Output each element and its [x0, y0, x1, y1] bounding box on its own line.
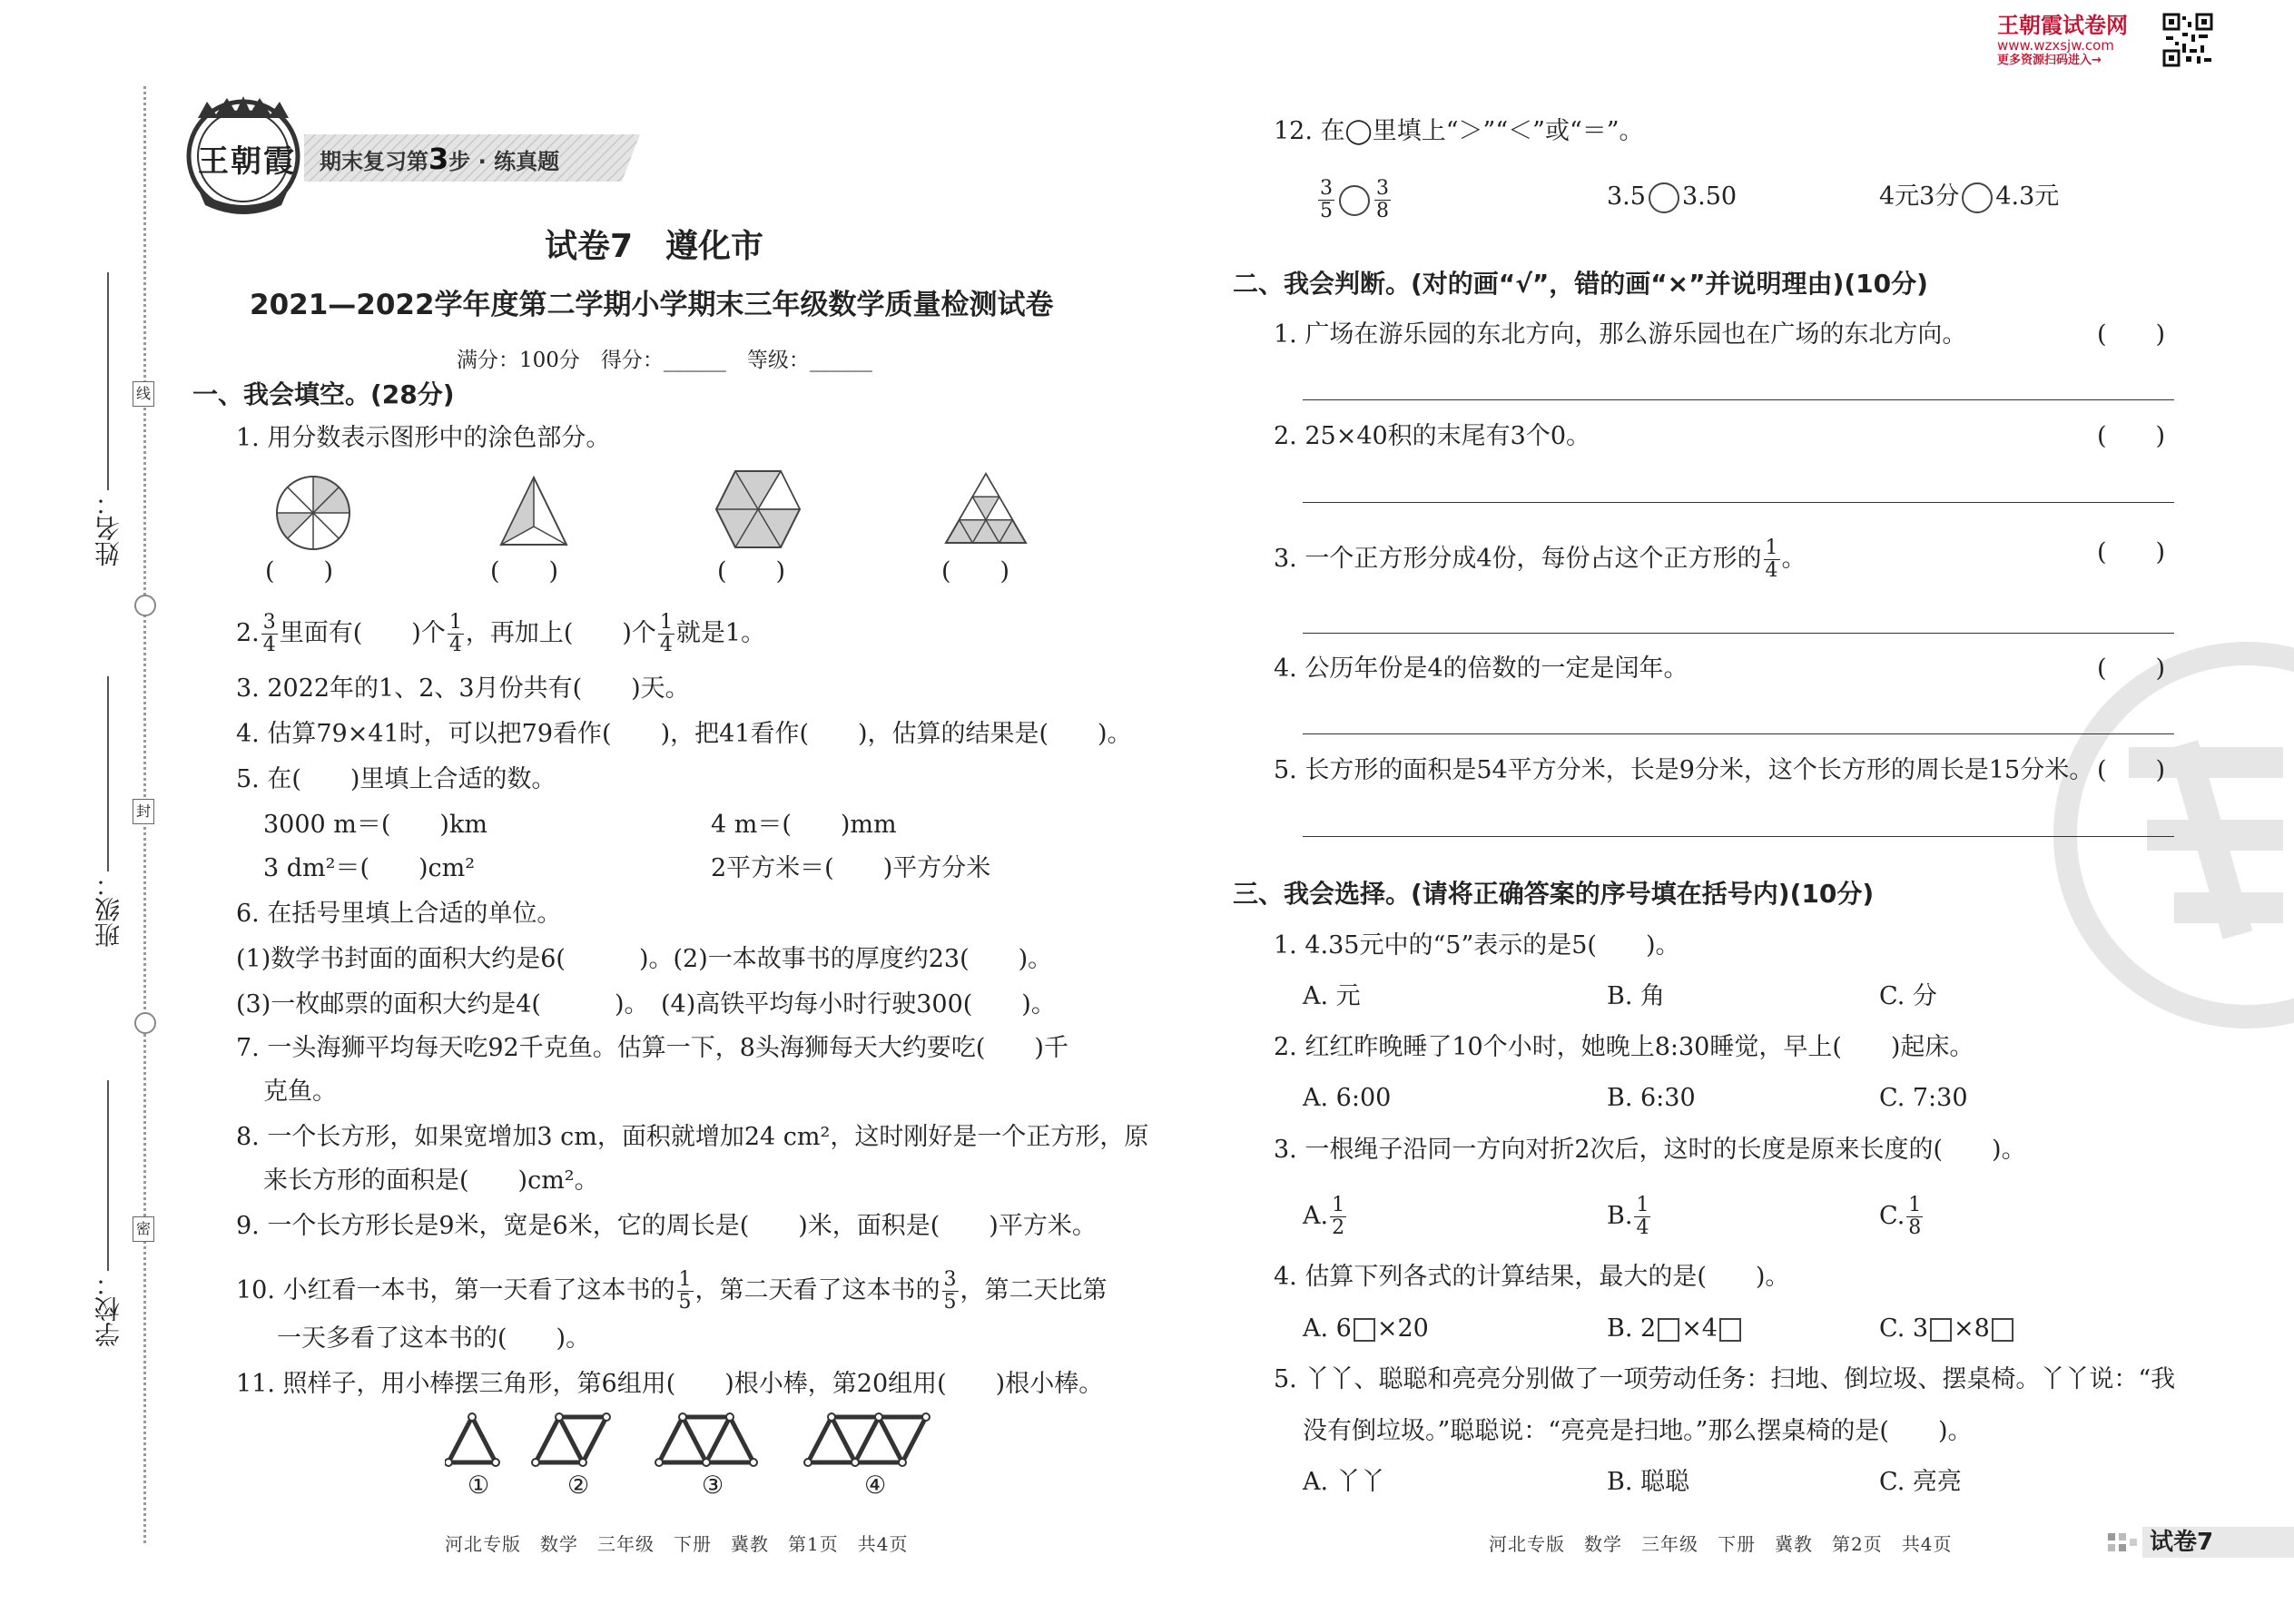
- s3-q1-option[interactable]: A. 元: [1303, 982, 1361, 1010]
- s2-paren[interactable]: ( ): [2097, 320, 2166, 349]
- banner-post: 步 · 练真题: [448, 149, 560, 174]
- s2-paren[interactable]: ( ): [2097, 422, 2166, 450]
- s3-q4-option[interactable]: C. 3 ×8: [1879, 1314, 2015, 1344]
- paper-meta: 满分：100分 得分：______ 等级：______: [457, 349, 872, 372]
- triangle-figure: [497, 474, 570, 548]
- q1-12-b: 3.5 3.50: [1607, 182, 1737, 213]
- brand-block: [1997, 13, 2170, 68]
- section-2-title: 二、我会判断。(对的画“√”，错的画“×”并说明理由)(10分): [1233, 269, 1928, 299]
- compare-circle[interactable]: [1339, 185, 1370, 216]
- fraction: $\frac{1}{8}$: [1908, 1194, 1922, 1239]
- q1-answer-paren[interactable]: ( ): [941, 557, 1010, 586]
- q1-6b: (3)一枚邮票的面积大约是4( )。 (4)高铁平均每小时行驶300( )。: [236, 990, 1056, 1019]
- hexagon-figure: [713, 468, 803, 551]
- fraction: $\frac{1}{4}$: [659, 611, 673, 656]
- q1-12-title: 12. 在◯里填上“＞”“＜”或“＝”。: [1274, 117, 1644, 145]
- q1-12-c: 4元3分 4.3元: [1879, 182, 2059, 213]
- stick-triangles-figure: [445, 1412, 953, 1475]
- banner-label: [320, 142, 559, 176]
- answer-line[interactable]: [1303, 399, 2174, 400]
- answer-line[interactable]: [1303, 733, 2174, 734]
- school-label: 学校：: [94, 1271, 123, 1347]
- q1-answer-paren[interactable]: ( ): [265, 557, 334, 586]
- section-1-title: 一、我会填空。(28分): [192, 379, 455, 409]
- cut-hole-icon: [134, 595, 156, 616]
- s2-q1: 1. 广场在游乐园的东北方向，那么游乐园也在广场的东北方向。: [1274, 320, 1967, 349]
- class-label: 班级：: [94, 871, 123, 948]
- digit-box: [1992, 1318, 2013, 1342]
- brand-site: 王朝霞试卷网: [1997, 13, 2128, 38]
- school-write-line: [107, 1080, 109, 1271]
- stick-label: ②: [567, 1471, 590, 1500]
- q1-answer-paren[interactable]: ( ): [717, 557, 786, 586]
- fraction: $\frac{1}{5}$: [678, 1268, 692, 1314]
- qr-code-icon[interactable]: [2162, 13, 2213, 67]
- q1-5b: 4 m＝( )mm: [711, 811, 897, 839]
- s3-q1-option[interactable]: C. 分: [1879, 982, 1937, 1010]
- seal-secret-mark: 密: [133, 1216, 154, 1242]
- s3-q5a: 5. 丫丫、聪聪和亮亮分别做了一项劳动任务：扫地、倒垃圾、摆桌椅。丫丫说：“我: [1274, 1365, 2176, 1393]
- paper-title: 试卷7 遵化市: [545, 228, 764, 265]
- circle-figure: [272, 472, 354, 554]
- digit-box: [1719, 1318, 1741, 1342]
- paper-subtitle: 2021—2022学年度第二学期小学期末三年级数学质量检测试卷: [250, 289, 1054, 321]
- footer-right: 河北专版 数学 三年级 下册 冀教 第2页 共4页: [1489, 1533, 1953, 1555]
- s3-q2-option[interactable]: B. 6:30: [1607, 1084, 1696, 1112]
- fraction: $\frac{3}{5}$: [943, 1268, 957, 1314]
- s3-q3-option[interactable]: B. $\frac{1}{4}$: [1607, 1194, 1649, 1239]
- stick-label: ①: [468, 1471, 490, 1500]
- q1-5-text: 5. 在( )里填上合适的数。: [236, 765, 556, 793]
- q1-10-line: 10. 小红看一本书，第一天看了这本书的 $\frac{1}{5}$ ，第二天看了这本书的 $\frac{3}{5}$ ，第二天比第: [236, 1268, 1108, 1314]
- q1-8b: 来长方形的面积是( )cm²。: [263, 1166, 599, 1195]
- s3-q1: 1. 4.35元中的“5”表示的是5( )。: [1274, 931, 1680, 960]
- s3-q4-option[interactable]: A. 6 ×20: [1303, 1314, 1429, 1343]
- fraction: $\frac{1}{4}$: [448, 611, 462, 656]
- answer-line[interactable]: [1303, 633, 2174, 634]
- q1-8a: 8. 一个长方形，如果宽增加3 cm，面积就增加24 cm²，这时刚好是一个正方形，原: [236, 1123, 1149, 1151]
- q1-6a: (1)数学书封面的面积大约是6( )。(2)一本故事书的厚度约23( )。: [236, 945, 1053, 973]
- s3-q3: 3. 一根绳子沿同一方向对折2次后，这时的长度是原来长度的( )。: [1274, 1136, 2026, 1164]
- banner-num: 3: [428, 142, 449, 176]
- s3-q2: 2. 红红昨晚睡了10个小时，她晚上8:30睡觉，早上( )起床。: [1274, 1033, 1974, 1061]
- s3-q2-option[interactable]: C. 7:30: [1879, 1084, 1968, 1112]
- q1-7b: 克鱼。: [263, 1078, 337, 1106]
- footer-left: 河北专版 数学 三年级 下册 冀教 第1页 共4页: [445, 1533, 909, 1555]
- s3-q2-option[interactable]: A. 6:00: [1303, 1084, 1392, 1112]
- q1-4-text: 4. 估算79×41时，可以把79看作( )，把41看作( )，估算的结果是( )。: [236, 720, 1132, 748]
- fraction: $\frac{3}{4}$: [262, 611, 276, 656]
- triangle-grid-figure: [942, 470, 1029, 546]
- seal-line-mark: 线: [133, 381, 154, 407]
- cut-hole-icon: [134, 1012, 156, 1034]
- q1-11: 11. 照样子，用小棒摆三角形，第6组用( )根小棒，第20组用( )根小棒。: [236, 1370, 1104, 1398]
- brand-scan: 更多资源扫码进入→: [1997, 54, 2102, 67]
- digit-box: [1354, 1318, 1375, 1342]
- q1-6-text: 6. 在括号里填上合适的单位。: [236, 900, 562, 928]
- compare-circle[interactable]: [1962, 182, 1993, 213]
- answer-line[interactable]: [1303, 502, 2174, 503]
- banner-pre: 期末复习第: [320, 149, 428, 174]
- s2-paren[interactable]: ( ): [2097, 538, 2166, 566]
- logo-text: 王朝霞: [198, 143, 296, 180]
- q1-2-num: 2.: [236, 619, 260, 647]
- s3-q3-option[interactable]: C. $\frac{1}{8}$: [1879, 1194, 1922, 1239]
- q1-5d: 2平方米＝( )平方分米: [711, 854, 991, 882]
- q1-9: 9. 一个长方形长是9米，宽是6米，它的周长是( )米，面积是( )平方米。: [236, 1212, 1097, 1240]
- name-label: 姓名：: [94, 490, 123, 566]
- s3-q1-option[interactable]: B. 角: [1607, 982, 1666, 1010]
- answer-line[interactable]: [1303, 836, 2174, 837]
- s3-q5-option[interactable]: C. 亮亮: [1879, 1468, 1962, 1496]
- class-write-line: [107, 676, 109, 871]
- q1-5c: 3 dm²＝( )cm²: [263, 854, 476, 882]
- s2-q5: 5. 长方形的面积是54平方分米，长是9分米，这个长方形的周长是15分米。: [1274, 756, 2094, 784]
- fraction: $\frac{3}{8}$: [1376, 177, 1389, 222]
- digit-box: [1930, 1318, 1952, 1342]
- s3-q5-option[interactable]: A. 丫丫: [1303, 1468, 1385, 1496]
- q1-7a: 7. 一头海狮平均每天吃92千克鱼。估算一下，8头海狮每天大约要吃( )千: [236, 1034, 1068, 1062]
- watermark-seal-icon: [2011, 635, 2294, 1035]
- q1-10d: 一天多看了这本书的( )。: [277, 1324, 591, 1353]
- s2-q4: 4. 公历年份是4的倍数的一定是闰年。: [1274, 655, 1689, 683]
- s3-q4: 4. 估算下列各式的计算结果，最大的是( )。: [1274, 1263, 1790, 1291]
- s2-q2: 2. 25×40积的末尾有3个0。: [1274, 422, 1591, 450]
- compare-circle[interactable]: [1649, 182, 1679, 213]
- s3-q4-option[interactable]: B. 2 ×4: [1607, 1314, 1743, 1344]
- s3-q3-option[interactable]: A. $\frac{1}{2}$: [1303, 1194, 1345, 1239]
- footer-tag: 试卷7: [2150, 1529, 2214, 1556]
- q1-1-text: 1. 用分数表示图形中的涂色部分。: [236, 424, 611, 452]
- s2-paren[interactable]: ( ): [2097, 655, 2166, 683]
- section-3-title: 三、我会选择。(请将正确答案的序号填在括号内)(10分): [1233, 879, 1875, 909]
- footer-tag-dots-icon: [2106, 1530, 2142, 1557]
- q1-2-line: 2. $\frac{3}{4}$ 里面有( )个 $\frac{1}{4}$ ，再加上( )个 $\frac{1}{4}$ 就是1。: [236, 611, 766, 656]
- q1-3-text: 3. 2022年的1、2、3月份共有( )天。: [236, 674, 690, 703]
- s3-q5-option[interactable]: B. 聪聪: [1607, 1468, 1690, 1496]
- fraction: $\frac{1}{2}$: [1332, 1194, 1345, 1239]
- name-write-line: [107, 272, 109, 490]
- s2-q3-line: 3. 一个正方形分成4份，每份占这个正方形的 $\frac{1}{4}$ 。: [1274, 536, 1807, 582]
- q1-5a: 3000 m＝( )km: [263, 811, 487, 839]
- s2-paren[interactable]: ( ): [2097, 756, 2166, 784]
- stick-label: ③: [702, 1471, 724, 1500]
- q1-12-a: [1316, 178, 1393, 222]
- stick-label: ④: [864, 1471, 887, 1500]
- seal-seal-mark: 封: [133, 799, 154, 824]
- q1-answer-paren[interactable]: ( ): [490, 557, 559, 586]
- fraction: $\frac{3}{5}$: [1320, 177, 1333, 222]
- digit-box: [1658, 1318, 1679, 1342]
- brand-url[interactable]: www.wzxsjw.com: [1997, 37, 2114, 54]
- fraction: $\frac{1}{4}$: [1636, 1194, 1649, 1239]
- s3-q5b: 没有倒垃圾。”聪聪说：“亮亮是扫地。”那么摆桌椅的是( )。: [1303, 1417, 1973, 1445]
- fraction: $\frac{1}{4}$: [1765, 536, 1778, 582]
